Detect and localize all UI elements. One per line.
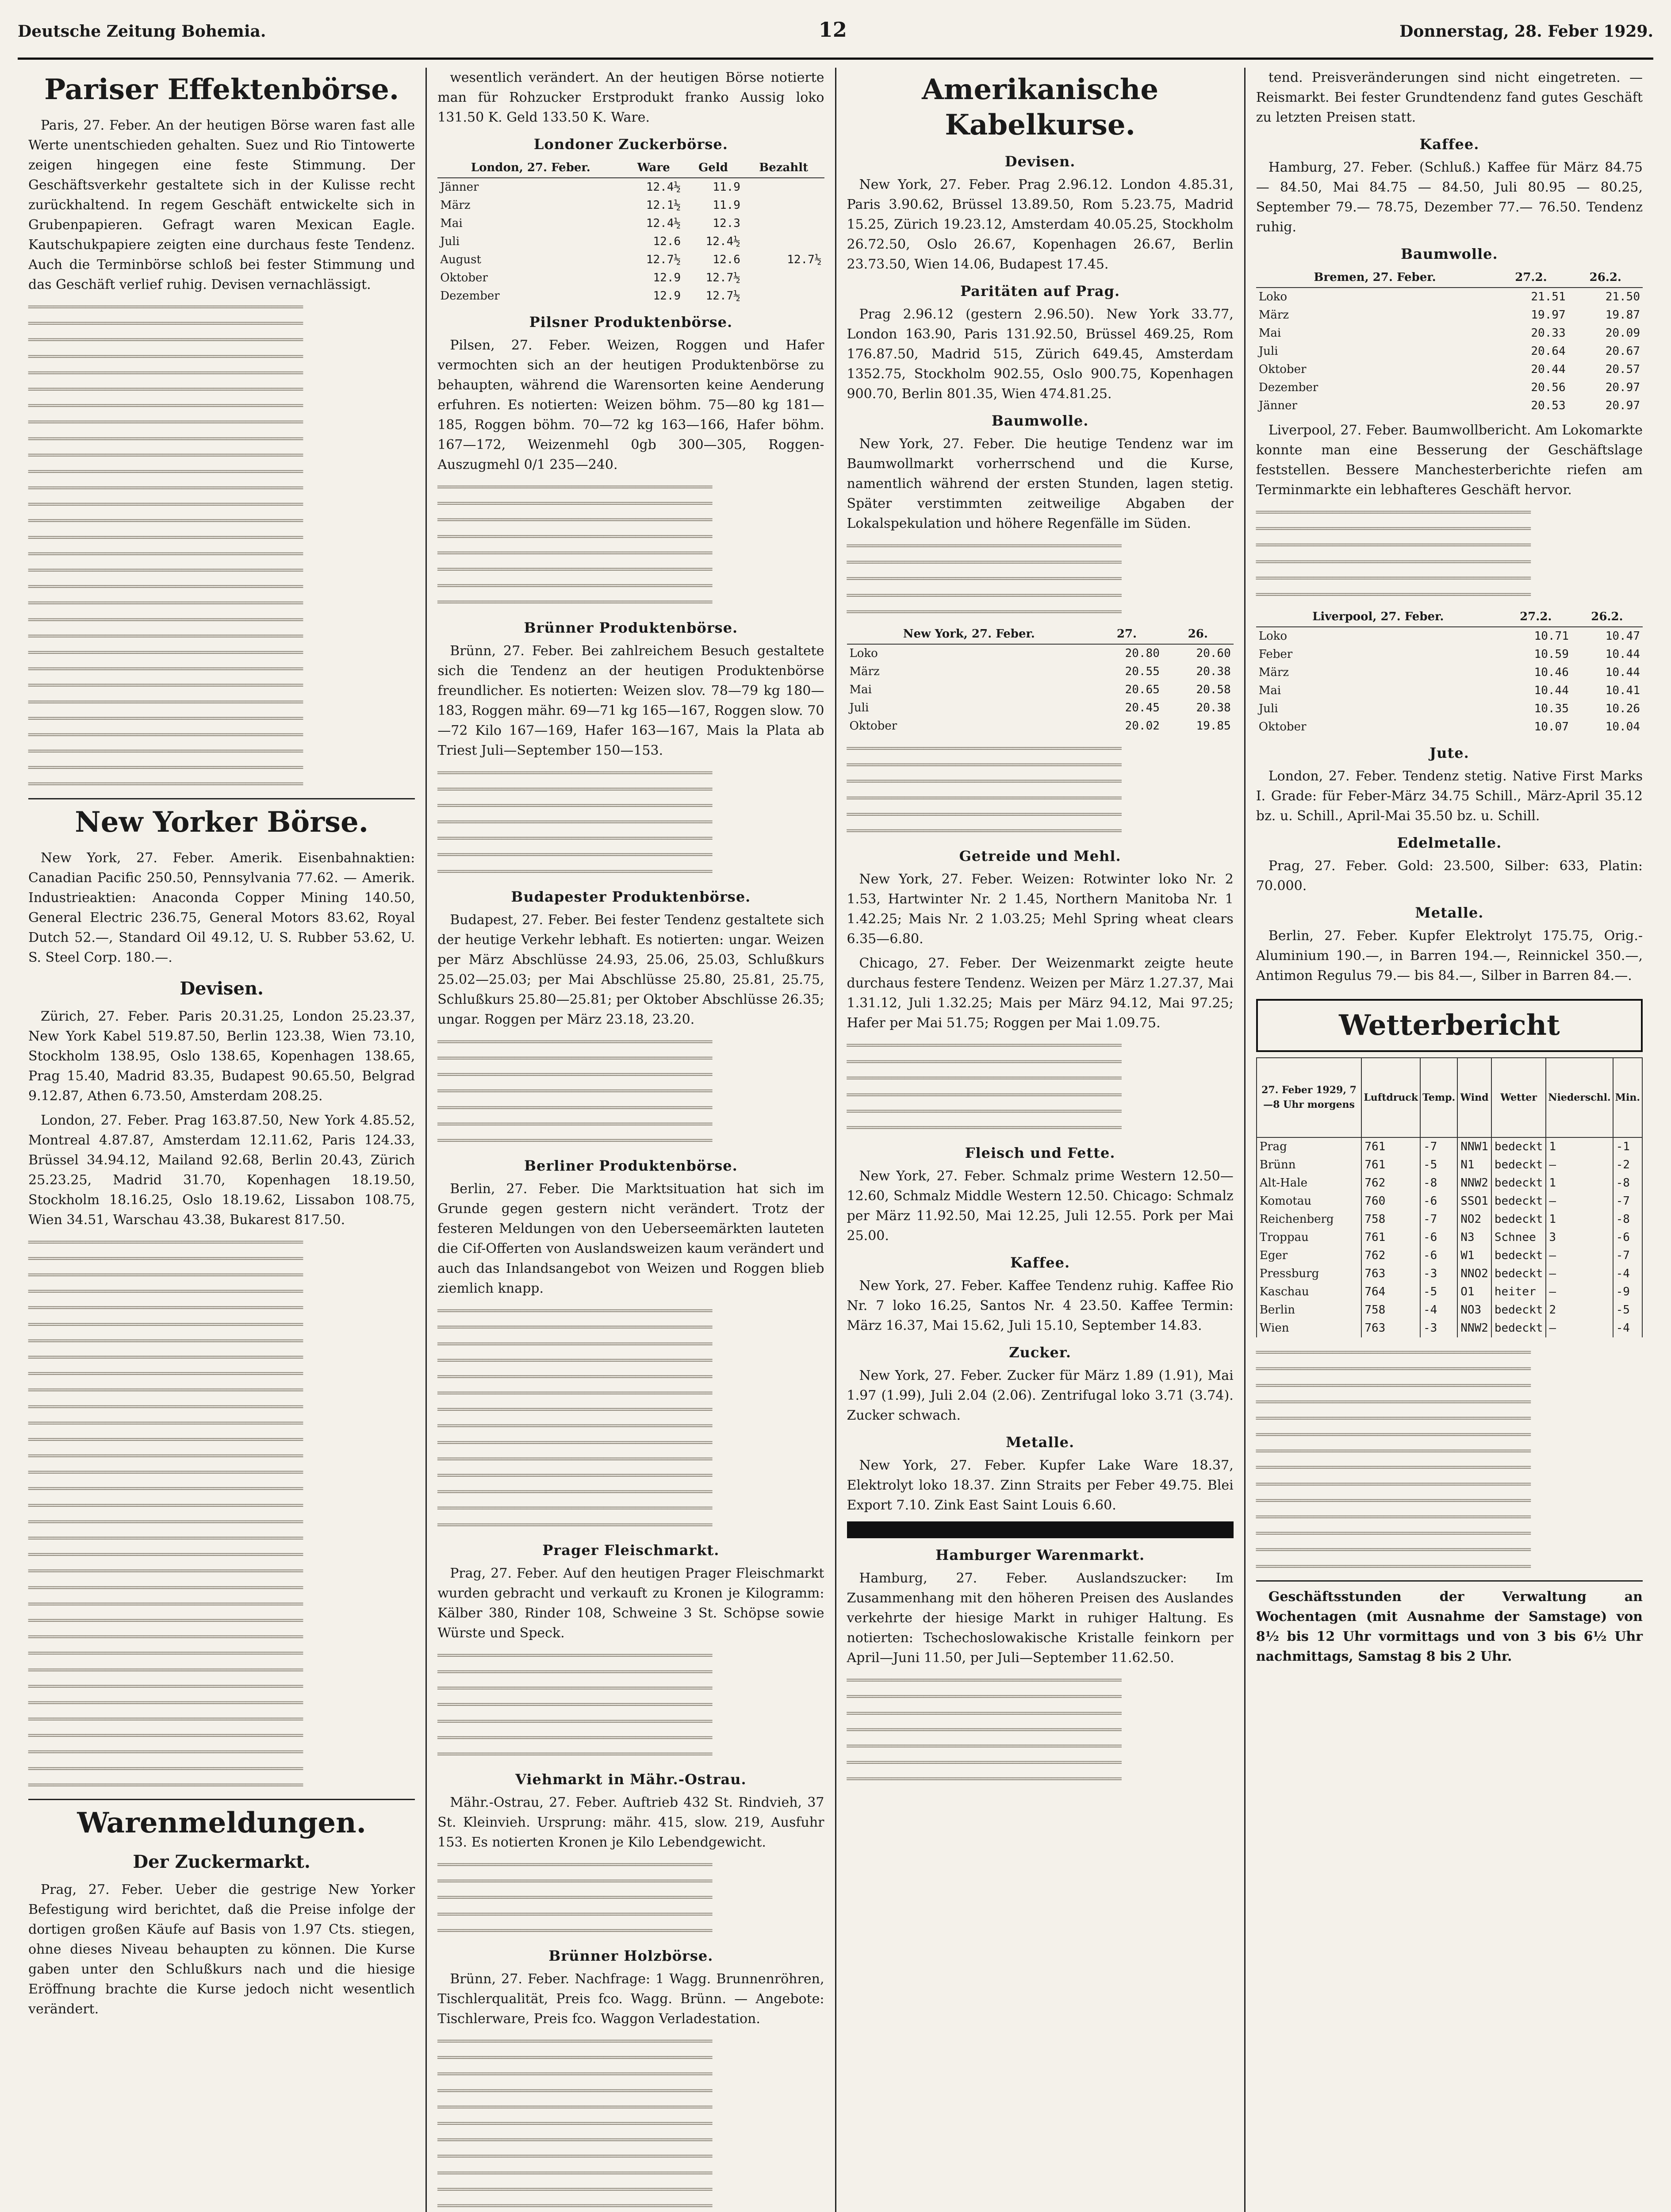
table-row: März 10.46 10.44 (1258, 666, 1640, 680)
table-row: Wien 763 -3 NNW2 bedeckt — -4 (1257, 1319, 1642, 1337)
table-row: Loko 20.80 20.60 (849, 646, 1231, 660)
sugar-header: Geld (683, 158, 743, 178)
liverpool-report: Liverpool, 27. Feber. Baumwollbericht. Am Lokomarkte konnte man eine Besserung der Geschäftslage feststellen. Bessere Manchesterberichte riefen am Terminmarkte ein lebhafteres Geschäft hervor. (1256, 422, 1643, 498)
heading-bruenner-produktenboerse: Brünner Produktenbörse. (524, 619, 738, 636)
table-row: August 12.7½ 12.6 12.7½ (440, 253, 822, 266)
heading-zucker-ny: Zucker. (1009, 1344, 1071, 1361)
sugar-header: London, 27. Feber. (437, 158, 624, 178)
heading-londoner-zuckerboerse: Londoner Zuckerbörse. (533, 136, 728, 153)
table-row: Juli 10.35 10.26 (1258, 702, 1640, 716)
table-row: Juli 20.45 20.38 (849, 701, 1231, 714)
heading-getreide-mehl: Getreide und Mehl. (959, 848, 1121, 865)
table-row: Oktober 12.9 12.7½ (440, 271, 740, 284)
brunn-more: ═══════════════════════════════════════════ ═══════════════════════════════════════════ ═══════════════════════════════════════════ ═══════════════════════════════════════════ ═══════════════════════════════════════════ ═══════════════════════════════════════════ ═══════════════════════════════════════════ (437, 766, 713, 878)
table-row: Dezember 20.56 20.97 (1258, 381, 1640, 394)
heading-edelmetalle: Edelmetalle. (1397, 834, 1502, 852)
zucker-ny-report: New York, 27. Feber. Zucker für März 1.89 (1.91), Mai 1.97 (1.99), Juli 2.04 (2.06). Zentrifugal loko 3.71 (3.74). Zucker schwach. (847, 1368, 1234, 1424)
table-row: Mai 10.44 10.41 (1258, 684, 1640, 698)
holz-report: Brünn, 27. Feber. Nachfrage: 1 Wagg. Brunnenröhren, Tischlerqualität, Preis fco. Wagg. Brünn. — Angebote: Tischlerware, Preis fco. Waggon Verladestation. (437, 1971, 824, 2027)
heading-metalle-berlin: Metalle. (1415, 904, 1484, 922)
berlin-more: ═══════════════════════════════════════════ ═══════════════════════════════════════════ ═══════════════════════════════════════════ ═══════════════════════════════════════════ ═══════════════════════════════════════════ ═══════════════════════════════════════════ ═══════════════════════════════════════════ ═══════════════════════════════════════════ ═══════════════════════════════════════════ ═══════════════════════════════════════════ ═══════════════════════════════════════════ ═══════════════════════════════════════════ ═══════════════════════════════════════════ ═══════════════════════════════════════════ (437, 1305, 713, 1531)
masthead-paper-name: Deutsche Zeitung Bohemia. (18, 22, 266, 41)
top-continued: tend. Preisveränderungen sind nicht eingetreten. — Reismarkt. Bei fester Grundtendenz fand gutes Geschäft zu letzten Preisen statt. (1256, 70, 1643, 125)
table-row: Mai 20.65 20.58 (849, 683, 1231, 696)
sugar-header: Ware (624, 158, 683, 178)
table-row: März 19.97 19.87 (1258, 308, 1640, 322)
table-row: Jänner 20.53 20.97 (1258, 399, 1640, 412)
heading-viehmarkt: Viehmarkt in Mähr.-Ostrau. (515, 1771, 747, 1788)
table-row: Mai 12.4½ 12.3 (440, 217, 740, 230)
table-row: März 12.1½ 11.9 (440, 199, 740, 212)
column-4 (1246, 68, 1653, 2212)
column-1 (18, 68, 427, 2212)
heading-metalle-ny: Metalle. (1006, 1434, 1075, 1451)
table-row: Mai 20.33 20.09 (1258, 326, 1640, 340)
vieh-more: ═══════════════════════════════════════════ ═══════════════════════════════════════════ ═══════════════════════════════════════════ ═══════════════════════════════════════════ ═══════════════════════════════════════════ (437, 1859, 713, 1937)
table-row: Loko 10.71 10.47 (1258, 630, 1640, 643)
table-row: März 20.55 20.38 (849, 664, 1231, 678)
table-row: Prag 761 -7 NNW1 bedeckt 1 -1 (1257, 1137, 1642, 1156)
kaffee-ny-report: New York, 27. Feber. Kaffee Tendenz ruhig. Kaffee Rio Nr. 7 loko 16.25, Santos Nr. 4 23.50. Kaffee Termin: März 16.37, Mai 15.62, Juli 15.10, September 14.83. (847, 1278, 1234, 1334)
weather-text: ═══════════════════════════════════════════ ═══════════════════════════════════════════ ═══════════════════════════════════════════ ═══════════════════════════════════════════ ═══════════════════════════════════════════ ═══════════════════════════════════════════ ═══════════════════════════════════════════ ═══════════════════════════════════════════ ═══════════════════════════════════════════ ═══════════════════════════════════════════ ═══════════════════════════════════════════ ═══════════════════════════════════════════ ═══════════════════════════════════════════ ═══════════════════════════════════════════ (1256, 1346, 1531, 1573)
masthead-date: Donnerstag, 28. Feber 1929. (1399, 22, 1653, 41)
baumwolle-report: New York, 27. Feber. Die heutige Tendenz war im Baumwollmarkt vorherrschend und die Kurse, namentlich während der ersten Stunden, lagen stetig. Später verstimmten zeitweilige Abgaben der Lokalspekulation und höhere Regenfälle im Süden. (847, 436, 1234, 531)
zurich-devisen: Zürich, 27. Feber. Paris 20.31.25, London 25.23.37, New York Kabel 519.87.50, Berlin 123.38, Wien 73.10, Stockholm 138.95, Oslo 138.65, Kopenhagen 138.65, Prag 15.40, Madrid 83.35, Budapest 90.65.50, Belgrad 9.12.87, Athen 6.73.50, Amsterdam 208.25. (28, 1008, 415, 1104)
london-sugar-table (437, 158, 824, 305)
table-row: Pressburg 763 -3 NNO2 bedeckt — -4 (1257, 1265, 1642, 1283)
baumwolle-more: ═══════════════════════════════════════════ ═══════════════════════════════════════════ ═══════════════════════════════════════════ ═══════════════════════════════════════════ ═══════════════════════════════════════════ (847, 540, 1122, 618)
budapest-more: ═══════════════════════════════════════════ ═══════════════════════════════════════════ ═══════════════════════════════════════════ ═══════════════════════════════════════════ ═══════════════════════════════════════════ ═══════════════════════════════════════════ ═══════════════════════════════════════════ (437, 1035, 713, 1147)
heading-zuckermarkt: Der Zuckermarkt. (133, 1851, 310, 1872)
berlin-report: Berlin, 27. Feber. Die Marktsituation hat sich im Grunde gegen gestern nicht verändert. Trotz der festeren Meldungen von den Ueberseemärkten lauteten die Cif-Offerten von Auslandsweizen kaum verändert und auch das Inlandsangebot von Weizen und Roggen blieb ziemlich knapp. (437, 1181, 824, 1297)
heading-paritaeten: Paritäten auf Prag. (960, 283, 1120, 300)
table-row: Kaschau 764 -5 O1 heiter — -9 (1257, 1283, 1642, 1301)
hamburg-more: ═══════════════════════════════════════════ ═══════════════════════════════════════════ ═══════════════════════════════════════════ ═══════════════════════════════════════════ ═══════════════════════════════════════════ ═══════════════════════════════════════════ ═══════════════════════════════════════════ (847, 1674, 1122, 1786)
table-row: Berlin 758 -4 NO3 bedeckt 2 -5 (1257, 1301, 1642, 1319)
heading-fleisch-fette: Fleisch und Fette. (965, 1144, 1115, 1162)
office-hours: Geschäftsstunden der Verwaltung an Wochentagen (mit Ausnahme der Samstage) von 8½ bis 12 Uhr vormittags und von 3 bis 6½ Uhr nachmittags, Samstag 8 bis 2 Uhr. (1256, 1589, 1643, 1664)
fleisch-fette-report: New York, 27. Feber. Schmalz prime Western 12.50—12.60, Schmalz Middle Western 12.50. Chicago: Schmalz per März 11.92.50, Mai 12.25, Juli 12.55. Pork per Mai 25.00. (847, 1168, 1234, 1244)
heading-pariser-effektenboerse: Pariser Effektenbörse. (44, 73, 399, 106)
heading-devisen: Devisen. (180, 978, 264, 999)
table-row: Troppau 761 -6 N3 Schnee 3 -6 (1257, 1229, 1642, 1247)
pilsen-more: ═══════════════════════════════════════════ ═══════════════════════════════════════════ ═══════════════════════════════════════════ ═══════════════════════════════════════════ ═══════════════════════════════════════════ ═══════════════════════════════════════════ ═══════════════════════════════════════════ ═══════════════════════════════════════════ (437, 481, 713, 609)
zucker-report: Prag, 27. Feber. Ueber die gestrige New Yorker Befestigung wird berichtet, daß die Preise infolge der dortigen großen Käufe auf Basis von 1.97 Cts. stiegen, ohne dieses Niveau behaupten zu können. Die Kurse gaben unter den Schlußkurs nach und die hiesige Eröffnung brachte die Kurse jedoch nicht wesentlich verändert. (28, 1882, 415, 2017)
metalle-berlin-report: Berlin, 27. Feber. Kupfer Elektrolyt 175.75, Orig.-Aluminium 190.—, in Barren 194.—, Reinnickel 350.—, Antimon Regulus 79.— bis 84.—, Silber in Barren 84.—. (1256, 928, 1643, 984)
heading-amerikanische-kabelkurse: Amerikanische Kabelkurse. (922, 73, 1159, 142)
table-row: Oktober 20.44 20.57 (1258, 363, 1640, 376)
heading-wetterbericht: Wetterbericht (1256, 999, 1643, 1052)
metalle-ny-report: New York, 27. Feber. Kupfer Lake Ware 18.37, Elektrolyt loko 18.37. Zinn Straits per Feber 49.75. Blei Export 7.10. Zink East Saint Louis 6.60. (847, 1458, 1234, 1513)
table-row: Jänner 12.4½ 11.9 (440, 180, 740, 194)
table-row: Loko 21.51 21.50 (1258, 290, 1640, 303)
ny-devisen: New York, 27. Feber. Prag 2.96.12. London 4.85.31, Paris 3.90.62, Brüssel 13.89.50, Rom 5.23.75, Madrid 15.25, Zürich 19.23.12, Amsterdam 40.05.25, Stockholm 26.72.50, Oslo 26.67, Kopenhagen 26.67, Berlin 23.73.50, Wien 14.06, Budapest 17.45. (847, 177, 1234, 272)
sugar-header: Bezahlt (743, 158, 824, 178)
getreide-report: New York, 27. Feber. Weizen: Rotwinter loko Nr. 2 1.53, Hartwinter Nr. 2 1.45, Northern Manitoba Nr. 1 1.42.25; Mais Nr. 2 1.03.25; Mehl Spring wheat clears 6.35—6.80. (847, 872, 1234, 947)
ny-cotton-table: New York, 27. Feber. 27. 26. Loko 20.80 20.60 März 20.55 20.38 Mai 20.65 20.58 Juli 20.45 20.38 Oktober 20.02 19.85 (847, 625, 1234, 735)
paris-report: Paris, 27. Feber. An der heutigen Börse waren fast alle Werte unentschieden gehalten. Suez und Rio Tintowerte zeigen hingegen eine feste Stimmung. Der Geschäftsverkehr gestaltete sich in der Kulisse recht zurückhaltend. In regem Geschäft entwickelte sich in Grubenpapieren. Gefragt waren Mexican Eagle. Kautschukpapiere zeigten eine durchaus feste Tendenz. Auch die Terminbörse schloß bei fester Stimmung und das Geschäft verlief ruhig. Devisen vernachlässigt. (28, 118, 415, 292)
heading-pilsner-produktenboerse: Pilsner Produktenbörse. (529, 314, 733, 330)
heading-budapester-produktenboerse: Budapester Produktenbörse. (511, 888, 751, 905)
london-devisen: London, 27. Feber. Prag 163.87.50, New York 4.85.52, Montreal 4.87.87, Amsterdam 12.11.62, Paris 124.33, Brüssel 34.94.12, Mailand 92.68, Berlin 20.43, Zürich 25.23.25, Madrid 31.70, Kopenhagen 18.19.50, Stockholm 18.16.25, Oslo 18.19.62, Lissabon 108.75, Wien 34.51, Warschau 43.38, Bukarest 817.50. (28, 1112, 415, 1228)
paris-quotes-block: ═══════════════════════════════════════════ ═══════════════════════════════════════════ ═══════════════════════════════════════════ ═══════════════════════════════════════════ ═══════════════════════════════════════════ ═══════════════════════════════════════════ ═══════════════════════════════════════════ ═══════════════════════════════════════════ ═══════════════════════════════════════════ ═══════════════════════════════════════════ ═══════════════════════════════════════════ ═══════════════════════════════════════════ ═══════════════════════════════════════════ ═══════════════════════════════════════════ ═══════════════════════════════════════════ ═══════════════════════════════════════════ ═══════════════════════════════════════════ ═══════════════════════════════════════════ ═══════════════════════════════════════════ ═══════════════════════════════════════════ ═══════════════════════════════════════════ ═══════════════════════════════════════════ ═══════════════════════════════════════════ ═══════════════════════════════════════════ ═══════════════════════════════════════════ ═══════════════════════════════════════════ ═══════════════════════════════════════════ ═══════════════════════════════════════════ ═══════════════════════════════════════════ ═══════════════════════════════════════════ (28, 301, 303, 791)
budapest-report: Budapest, 27. Feber. Bei fester Tendenz gestaltete sich der heutige Verkehr lebhaft. Es notierten: ungar. Weizen per März Abschlüsse 24.93, 25.06, 25.03, Schlußkurs 25.02—25.03; per Mai Abschlüsse 25.80, 25.81, 25.75, Schlußkurs 25.80—25.81; per Oktober Abschlüsse 26.35; ungar. Roggen per März 23.18, 23.20. (437, 912, 824, 1027)
table-row: Dezember 12.9 12.7½ (440, 289, 740, 303)
table-row: Feber 10.59 10.44 (1258, 648, 1640, 661)
column-2 (427, 68, 836, 2212)
heading-kaffee-ny: Kaffee. (1010, 1254, 1070, 1271)
table-row: Juli 12.6 12.4½ (440, 235, 740, 248)
edelmetalle-report: Prag, 27. Feber. Gold: 23.500, Silber: 633, Platin: 70.000. (1256, 858, 1643, 894)
heading-baumwolle-bremen: Baumwolle. (1401, 246, 1498, 262)
heading-devisen-ny: Devisen. (1004, 153, 1076, 170)
heading-berliner-produktenboerse: Berliner Produktenbörse. (524, 1157, 738, 1175)
vieh-report: Mähr.-Ostrau, 27. Feber. Auftrieb 432 St. Rindvieh, 37 St. Kleinvieh. Ursprung: mähr. 415, slow. 219, Ausfuhr 153. Es notierten Kronen je Kilo Lebendgewicht. (437, 1795, 824, 1851)
cotton-more: ═══════════════════════════════════════════ ═══════════════════════════════════════════ ═══════════════════════════════════════════ ═══════════════════════════════════════════ ═══════════════════════════════════════════ ═══════════════════════════════════════════ (847, 742, 1122, 837)
ny-report: New York, 27. Feber. Amerik. Eisenbahnaktien: Canadian Pacific 250.50, Pennsylvania 77.62. — Amerik. Industrieaktien: Anaconda Copper Mining 140.50, General Electric 236.75, General Motors 83.62, Royal Dutch 52.—, Standard Oil 49.12, U. S. Rubber 53.62, U. S. Steel Corp. 180.—. (28, 850, 415, 965)
brunn-report: Brünn, 27. Feber. Bei zahlreichem Besuch gestaltete sich die Tendenz an der heutigen Produktenbörse freundlicher. Es notierten: Weizen slov. 78—79 kg 180—183, Roggen mähr. 69—71 kg 165—167, Roggen slow. 70—72 Kilo 167—169, Hafer 163—167, Mais la Plata ab Triest Juli—September 150—153. (437, 643, 824, 758)
heading-bruenner-holzboerse: Brünner Holzbörse. (548, 1947, 713, 1964)
weather-table: 27. Feber 1929, 7—8 Uhr morgens Luftdruck Temp. Wind Wetter Niederschl. Min. Prag 761 -7 NNW1 bedeckt 1 -1 Brünn 761 -5 N1 bedeckt — -2 Alt-Hale 762 -8 NNW2 bedeckt 1 -8 Komotau 760 -6 SSO1 bedeckt — -7 Reichenberg 758 -7 NO2 bedeckt 1 -8 Troppau 761 -6 N3 Schnee 3 -6 Eger 762 -6 W1 bedeckt — -7 Pressburg 763 -3 NNO2 bedeckt — -4 Kaschau 764 -5 O1 heiter — -9 Berlin 758 -4 NO3 bedeckt 2 -5 Wien 763 -3 NNW2 bedeckt — -4 (1256, 1057, 1643, 1337)
heading-kaffee-hamburg: Kaffee. (1419, 136, 1479, 153)
liverpool-cotton-table: Liverpool, 27. Feber. 27.2. 26.2. Loko 10.71 10.47 Feber 10.59 10.44 März 10.46 10.44 Mai 10.44 10.41 Juli 10.35 10.26 Oktober 10.07 10.04 (1256, 607, 1643, 736)
getreide-more: ═══════════════════════════════════════════ ═══════════════════════════════════════════ ═══════════════════════════════════════════ ═══════════════════════════════════════════ ═══════════════════════════════════════════ ═══════════════════════════════════════════ (847, 1039, 1122, 1134)
masthead (18, 18, 1653, 60)
fleisch-more: ═══════════════════════════════════════════ ═══════════════════════════════════════════ ═══════════════════════════════════════════ ═══════════════════════════════════════════ ═══════════════════════════════════════════ ═══════════════════════════════════════════ ═══════════════════════════════════════════ (437, 1649, 713, 1760)
heading-prager-fleischmarkt: Prager Fleischmarkt. (542, 1541, 720, 1559)
fleisch-report: Prag, 27. Feber. Auf den heutigen Prager Fleischmarkt wurden gebracht und verkauft zu Kronen je Kilogramm: Kälber 380, Rinder 108, Schweine 3 St. Schöpse sowie Würste und Speck. (437, 1565, 824, 1641)
heading-hamburger-warenmarkt: Hamburger Warenmarkt. (935, 1547, 1145, 1564)
hamburg-report: Hamburg, 27. Feber. Auslandszucker: Im Zusammenhang mit den höheren Preisen des Auslandes verkehrte der hiesige Markt in ruhiger Haltung. Es notierten: Tschechoslowakische Kristalle feinkorn per April—Juni 11.50, per Juli—September 11.62.50. (847, 1571, 1234, 1666)
page-number: 12 (818, 18, 847, 42)
table-row: Juli 20.64 20.67 (1258, 345, 1640, 358)
pilsen-report: Pilsen, 27. Feber. Weizen, Roggen und Hafer vermochten sich an der heutigen Produktenbörse zu behaupten, während die Warensorten keine Aenderung erfuhren. Es notierten: Weizen böhm. 75—80 kg 181—185, Roggen böhm. 70—72 kg 163—166, Hafer böhm. 167—172, Weizenmehl 0gb 300—305, Roggen-Auszugmehl 0/1 235—240. (437, 338, 824, 472)
heading-jute: Jute. (1430, 745, 1469, 762)
table-row: Alt-Hale 762 -8 NNW2 bedeckt 1 -8 (1257, 1174, 1642, 1192)
jute-report: London, 27. Feber. Tendenz stetig. Native First Marks I. Grade: für Feber-März 34.75 Schill., März-April 35.12 bz. u. Schill., April-Mai 35.50 bz. u. Schill. (1256, 768, 1643, 824)
table-row: Oktober 10.07 10.04 (1258, 720, 1640, 734)
liverpool-more: ═══════════════════════════════════════════ ═══════════════════════════════════════════ ═══════════════════════════════════════════ ═══════════════════════════════════════════ ═══════════════════════════════════════════ ═══════════════════════════════════════════ (1256, 506, 1531, 601)
heading-baumwolle-ny: Baumwolle. (991, 412, 1089, 429)
black-rule (847, 1521, 1234, 1538)
kaffee-hamburg-report: Hamburg, 27. Feber. (Schluß.) Kaffee für März 84.75 — 84.50, Mai 84.75 — 84.50, Juli 80.95 — 80.25, September 79.— 78.75, Dezember 77.— 76.50. Tendenz ruhig. (1256, 160, 1643, 235)
table-row: Brünn 761 -5 N1 bedeckt — -2 (1257, 1156, 1642, 1174)
table-row: Komotau 760 -6 SSO1 bedeckt — -7 (1257, 1192, 1642, 1210)
table-row: Reichenberg 758 -7 NO2 bedeckt 1 -8 (1257, 1210, 1642, 1229)
devisen-more: ═══════════════════════════════════════════ ═══════════════════════════════════════════ ═══════════════════════════════════════════ ═══════════════════════════════════════════ ═══════════════════════════════════════════ ═══════════════════════════════════════════ ═══════════════════════════════════════════ ═══════════════════════════════════════════ ═══════════════════════════════════════════ ═══════════════════════════════════════════ ═══════════════════════════════════════════ ═══════════════════════════════════════════ ═══════════════════════════════════════════ ═══════════════════════════════════════════ ═══════════════════════════════════════════ ═══════════════════════════════════════════ ═══════════════════════════════════════════ ═══════════════════════════════════════════ ═══════════════════════════════════════════ ═══════════════════════════════════════════ ═══════════════════════════════════════════ ═══════════════════════════════════════════ ═══════════════════════════════════════════ ═══════════════════════════════════════════ ═══════════════════════════════════════════ ═══════════════════════════════════════════ ═══════════════════════════════════════════ ═══════════════════════════════════════════ ═══════════════════════════════════════════ ═══════════════════════════════════════════ ═══════════════════════════════════════════ ═══════════════════════════════════════════ ═══════════════════════════════════════════ ═══════════════════════════════════════════ (28, 1236, 303, 1791)
heading-warenmeldungen: Warenmeldungen. (77, 1806, 366, 1839)
column-3 (836, 68, 1246, 2212)
table-row: Eger 762 -6 W1 bedeckt — -7 (1257, 1247, 1642, 1265)
zucker-continued: wesentlich verändert. An der heutigen Börse notierte man für Rohzucker Erstprodukt franko Aussig loko 131.50 K. Geld 133.50 K. Ware. (437, 70, 824, 125)
holz-more: ═══════════════════════════════════════════ ═══════════════════════════════════════════ ═══════════════════════════════════════════ ═══════════════════════════════════════════ ═══════════════════════════════════════════ ═══════════════════════════════════════════ ═══════════════════════════════════════════ ═══════════════════════════════════════════ ═══════════════════════════════════════════ ═══════════════════════════════════════════ ═══════════════════════════════════════════ (437, 2035, 713, 2212)
chicago-report: Chicago, 27. Feber. Der Weizenmarkt zeigte heute durchaus festere Tendenz. Weizen per März 1.27.37, Mai 1.31.12, Juli 1.32.25; Mais per März 94.12, Mai 97.25; Hafer per Mai 51.75; Roggen per Mai 1.09.75. (847, 956, 1234, 1031)
bremen-cotton-table: Bremen, 27. Feber. 27.2. 26.2. Loko 21.51 21.50 März 19.97 19.87 Mai 20.33 20.09 Juli 20.64 20.67 Oktober 20.44 20.57 Dezember 20.56 20.97 Jänner 20.53 20.97 (1256, 268, 1643, 415)
table-row: Oktober 20.02 19.85 (849, 719, 1231, 733)
paritaeten-report: Prag 2.96.12 (gestern 2.96.50). New York 33.77, London 163.90, Paris 131.92.50, Brüssel 469.25, Rom 176.87.50, Madrid 515, Zürich 649.45, Amsterdam 1352.75, Stockholm 902.55, Oslo 900.75, Kopenhagen 900.70, Berlin 801.35, Wien 474.81.25. (847, 307, 1234, 402)
heading-new-yorker-boerse: New Yorker Börse. (75, 805, 368, 839)
